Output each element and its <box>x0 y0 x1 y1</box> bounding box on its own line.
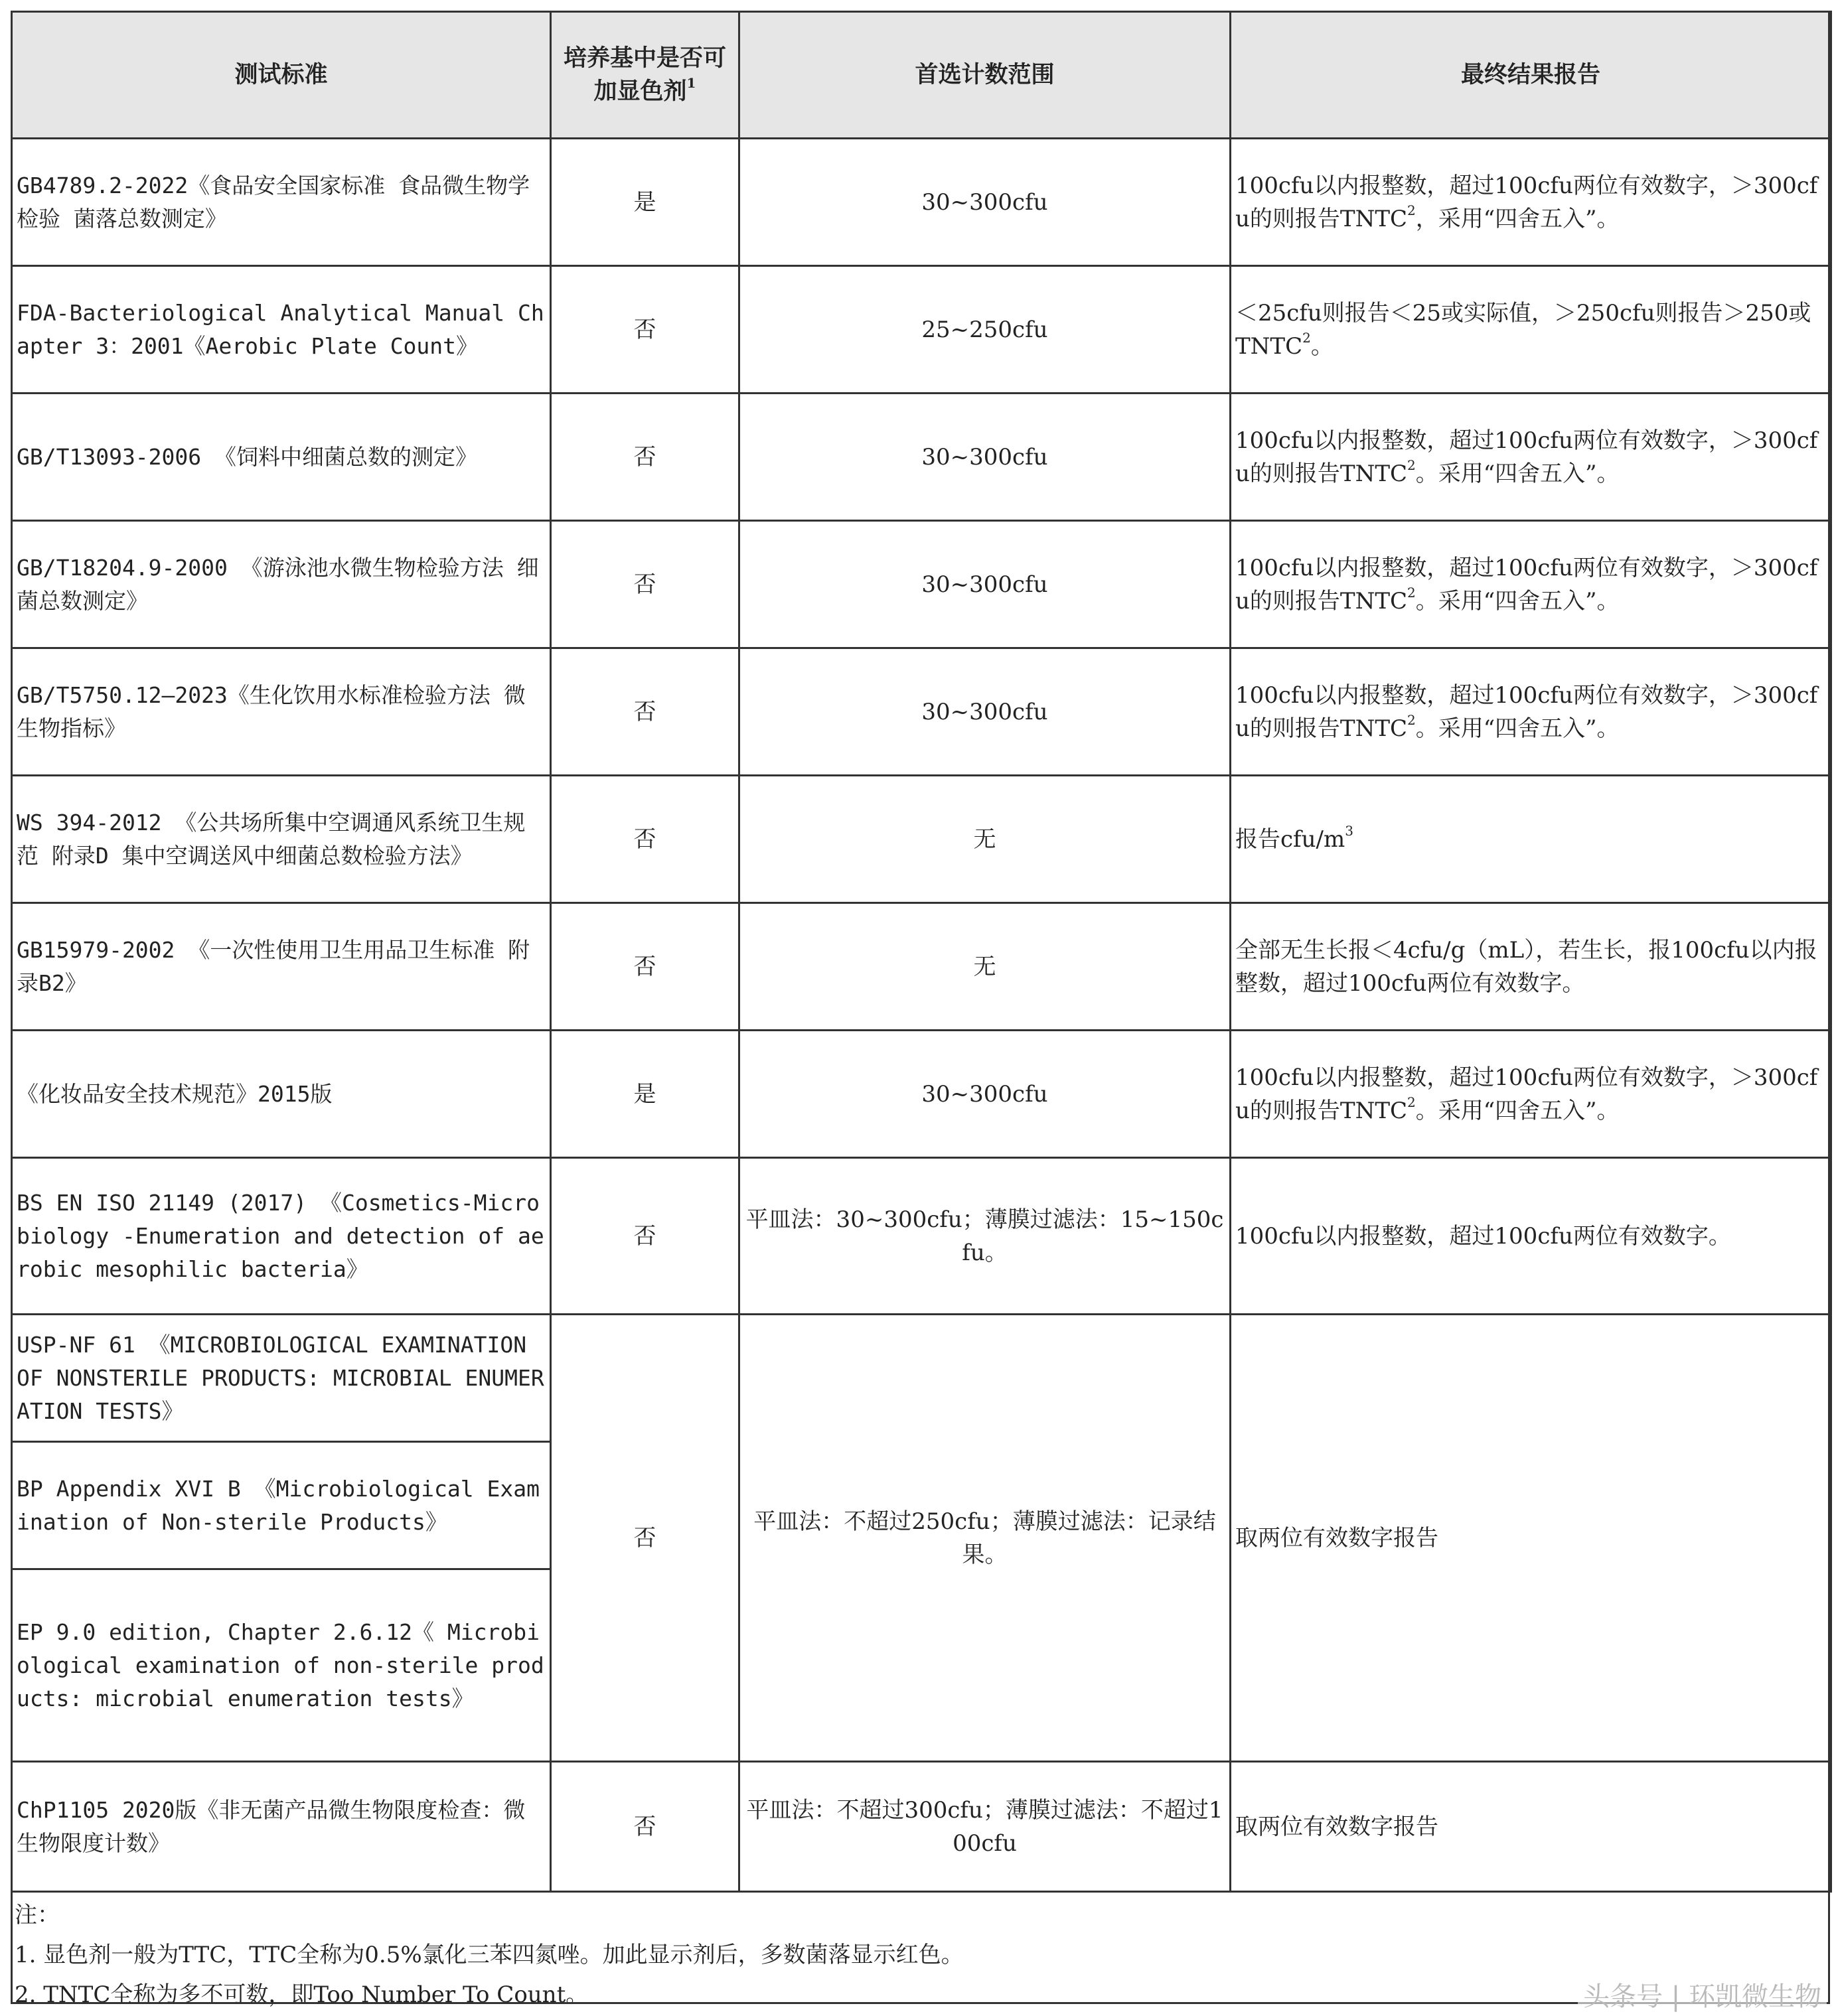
dye-cell: 否 <box>551 903 739 1031</box>
note-item: 1. 显色剂一般为TTC，TTC全称为0.5%氯化三苯四氮唑。加此显示剂后，多数菌落显示红色。 <box>15 1942 964 1968</box>
header-dye: 培养基中是否可加显色剂$^1$ <box>551 12 739 139</box>
dye-cell: 否 <box>551 648 739 776</box>
report-cell: 取两位有效数字报告 <box>1231 1762 1831 1892</box>
report-cell: 100cfu以内报整数，超过100cfu两位有效数字，＞300cfu的则报告TNTC$^2$。采用“四舍五入”。 <box>1231 521 1831 648</box>
report-cell: 100cfu以内报整数，超过100cfu两位有效数字，＞300cfu的则报告TNTC$^2$。采用“四舍五入”。 <box>1231 648 1831 776</box>
report-cell: 100cfu以内报整数，超过100cfu两位有效数字，＞300cfu的则报告TNTC$^2$。采用“四舍五入”。 <box>1231 394 1831 521</box>
range-cell: 平皿法：30~300cfu；薄膜过滤法：15~150cfu。 <box>739 1158 1231 1315</box>
report-cell: 100cfu以内报整数，超过100cfu两位有效数字，＞300cfu的则报告TNTC$^2$。采用“四舍五入”。 <box>1231 1031 1831 1158</box>
header-range: 首选计数范围 <box>739 12 1231 139</box>
dye-cell: 否 <box>551 1762 739 1892</box>
standard-cell: USP-NF 61 《MICROBIOLOGICAL EXAMINATION OF NONSTERILE PRODUCTS: MICROBIAL ENUMERATION TESTS》 <box>12 1315 551 1442</box>
report-cell: ＜25cfu则报告＜25或实际值，＞250cfu则报告＞250或TNTC$^2$。 <box>1231 266 1831 394</box>
report-cell: 全部无生长报＜4cfu/g（mL），若生长，报100cfu以内报整数，超过100cfu两位有效数字。 <box>1231 903 1831 1031</box>
dye-cell: 否 <box>551 1315 739 1762</box>
watermark: 头条号 | 环凯微生物 <box>1578 1973 1827 2016</box>
dye-cell: 否 <box>551 394 739 521</box>
standard-cell: 《化妆品安全技术规范》2015版 <box>12 1031 551 1158</box>
range-cell: 30~300cfu <box>739 139 1231 266</box>
range-cell: 平皿法：不超过300cfu；薄膜过滤法：不超过100cfu <box>739 1762 1231 1892</box>
standard-cell: WS 394-2012 《公共场所集中空调通风系统卫生规范 附录D 集中空调送风中细菌总数检验方法》 <box>12 776 551 903</box>
report-cell: 报告cfu/$m^3$ <box>1231 776 1831 903</box>
report-cell: 100cfu以内报整数，超过100cfu两位有效数字，＞300cfu的则报告TNTC$^2$，采用“四舍五入”。 <box>1231 139 1831 266</box>
standard-cell: BP Appendix XVI B 《Microbiological Examination of Non-sterile Products》 <box>12 1442 551 1569</box>
outer-border <box>11 11 1830 2004</box>
report-cell: 取两位有效数字报告 <box>1231 1315 1831 1762</box>
standard-cell: ChP1105 2020版《非无菌产品微生物限度检查：微生物限度计数》 <box>12 1762 551 1892</box>
range-cell: 30~300cfu <box>739 1031 1231 1158</box>
report-cell: 100cfu以内报整数，超过100cfu两位有效数字。 <box>1231 1158 1831 1315</box>
dye-cell: 否 <box>551 266 739 394</box>
dye-cell: 是 <box>551 139 739 266</box>
dye-cell: 是 <box>551 1031 739 1158</box>
standard-cell: GB4789.2-2022《食品安全国家标准 食品微生物学检验 菌落总数测定》 <box>12 139 551 266</box>
range-cell: 30~300cfu <box>739 394 1231 521</box>
range-cell: 30~300cfu <box>739 521 1231 648</box>
dye-cell: 否 <box>551 776 739 903</box>
header-standard: 测试标准 <box>12 12 551 139</box>
standard-cell: BS EN ISO 21149 (2017) 《Cosmetics-Microbiology -Enumeration and detection of aerobic mesophilic bacteria》 <box>12 1158 551 1315</box>
dye-cell: 否 <box>551 521 739 648</box>
notes-title: 注： <box>15 1902 60 1928</box>
dye-cell: 否 <box>551 1158 739 1315</box>
range-cell: 无 <box>739 903 1231 1031</box>
standard-cell: GB/T18204.9-2000 《游泳池水微生物检验方法 细菌总数测定》 <box>12 521 551 648</box>
standard-cell: GB/T5750.12—2023《生化饮用水标准检验方法 微生物指标》 <box>12 648 551 776</box>
range-cell: 无 <box>739 776 1231 903</box>
range-cell: 25~250cfu <box>739 266 1231 394</box>
standard-cell: FDA-Bacteriological Analytical Manual Chapter 3：2001《Aerobic Plate Count》 <box>12 266 551 394</box>
range-cell: 30~300cfu <box>739 648 1231 776</box>
range-cell: 平皿法：不超过250cfu；薄膜过滤法：记录结果。 <box>739 1315 1231 1762</box>
standard-cell: EP 9.0 edition, Chapter 2.6.12《 Microbiological examination of non-sterile products: microbial enumeration tests》 <box>12 1569 551 1762</box>
standard-cell: GB/T13093-2006 《饲料中细菌总数的测定》 <box>12 394 551 521</box>
standard-cell: GB15979-2002 《一次性使用卫生用品卫生标准 附录B2》 <box>12 903 551 1031</box>
header-report: 最终结果报告 <box>1231 12 1831 139</box>
note-item: 2. TNTC全称为多不可数，即Too Number To Count。 <box>15 1981 589 2008</box>
